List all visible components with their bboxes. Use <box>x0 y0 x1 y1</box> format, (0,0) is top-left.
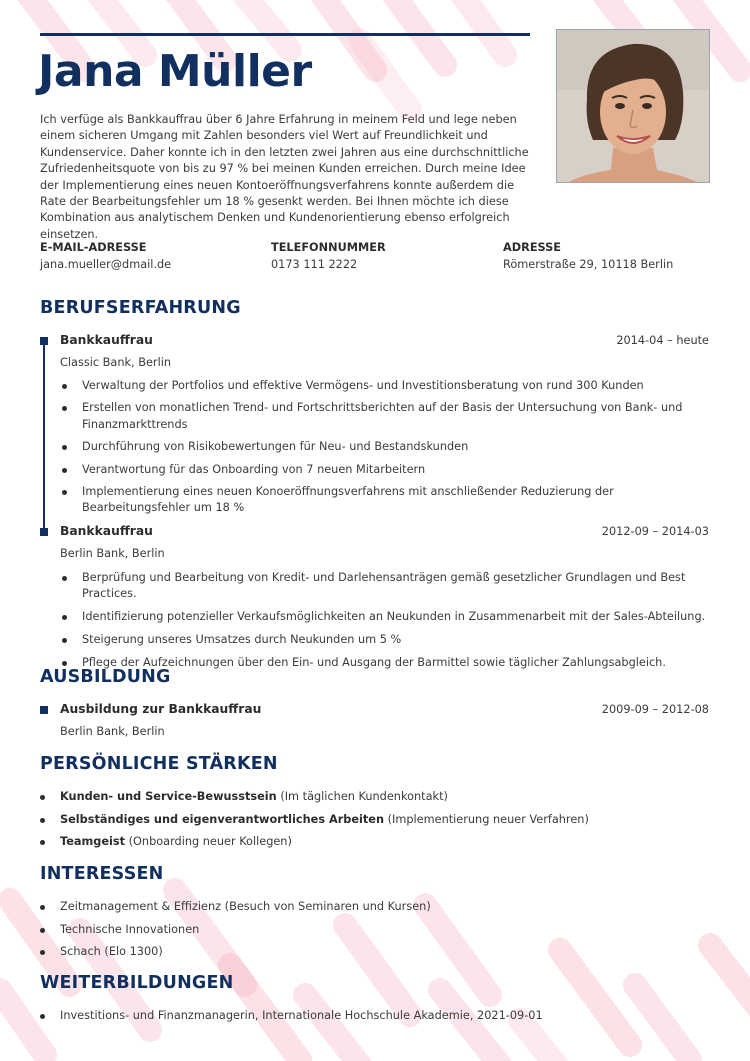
list-item: Implementierung eines neuen Konoeröffnungsverfahrens mit anschließender Reduzierung der Bearbeitungsfehler um 18 % <box>82 484 712 517</box>
interests-list <box>60 899 710 961</box>
header-rule <box>40 33 530 36</box>
list-item: Pflege der Aufzeichnungen über den Ein- und Ausgang der Barmittel sowie täglicher Zahlungsabgleich. <box>82 655 712 671</box>
applicant-name: Jana Müller <box>38 46 312 97</box>
section-title-experience: BERUFSERFAHRUNG <box>40 298 241 318</box>
job-dates: 2012-09 – 2014-03 <box>601 525 709 538</box>
education-dates: 2009-09 – 2012-08 <box>601 703 709 716</box>
email-value: jana.mueller@dmail.de <box>40 258 172 271</box>
section-title-interests: INTERESSEN <box>40 864 164 884</box>
list-item <box>60 789 710 805</box>
address-label: ADRESSE <box>503 241 562 254</box>
job-bullet-list <box>82 570 712 671</box>
section-title-strengths: PERSÖNLICHE STÄRKEN <box>40 754 278 774</box>
education-marker <box>40 706 48 714</box>
job-dates: 2014-04 – heute <box>616 334 709 347</box>
job-bullet-list <box>82 378 712 517</box>
job-title: Bankkauffrau <box>60 524 153 538</box>
address-value: Römerstraße 29, 10118 Berlin <box>503 258 674 271</box>
strength-detail: (Im täglichen Kundenkontakt) <box>280 790 448 803</box>
list-item: Zeitmanagement & Effizienz (Besuch von Seminaren und Kursen) <box>60 899 710 915</box>
contact-address <box>503 241 673 272</box>
training-list <box>60 1008 710 1024</box>
section-title-education: AUSBILDUNG <box>40 667 171 687</box>
contact-phone <box>271 241 386 272</box>
list-item: Verantwortung für das Onboarding von 7 neuen Mitarbeitern <box>82 462 712 478</box>
list-item <box>60 812 710 828</box>
timeline-line <box>43 340 45 536</box>
list-item: Identifizierung potenzieller Verkaufsmöglichkeiten an Neukunden in Zusammenarbeit mit der Sales-Abteilung. <box>82 609 712 625</box>
list-item: Investitions- und Finanzmanagerin, Internationale Hochschule Akademie, 2021-09-01 <box>60 1008 710 1024</box>
section-title-training: WEITERBILDUNGEN <box>40 973 234 993</box>
contact-email <box>40 241 171 272</box>
list-item <box>60 834 710 850</box>
phone-label: TELEFONNUMMER <box>271 241 386 254</box>
strength-name: Selbständiges und eigenverantwortliches Arbeiten <box>60 812 385 826</box>
list-item: Steigerung unseres Umsatzes durch Neukunden um 5 % <box>82 632 712 648</box>
list-item: Erstellen von monatlichen Trend- und Fortschrittsberichten auf der Basis der Untersuchung von Bank- und Finanzmarkttrends <box>82 400 712 433</box>
education-title: Ausbildung zur Bankkauffrau <box>60 702 262 716</box>
list-item: Berprüfung und Bearbeitung von Kredit- und Darlehensanträgen gemäß gesetzlicher Grundlagen und Best Practices. <box>82 570 712 603</box>
profile-photo <box>556 29 710 183</box>
list-item: Durchführung von Risikobewertungen für Neu- und Bestandskunden <box>82 439 712 455</box>
strengths-list <box>60 789 710 851</box>
list-item: Schach (Elo 1300) <box>60 944 710 960</box>
strength-name: Teamgeist <box>60 835 126 849</box>
job-title: Bankkauffrau <box>60 333 153 347</box>
strength-name: Kunden- und Service-Bewusstsein <box>60 790 277 803</box>
timeline-marker <box>40 528 48 536</box>
job-company: Berlin Bank, Berlin <box>60 547 165 560</box>
list-item: Technische Innovationen <box>60 922 710 938</box>
email-label: E-MAIL-ADRESSE <box>40 241 147 254</box>
profile-summary: Ich verfüge als Bankkauffrau über 6 Jahre Erfahrung in meinem Feld und lege neben einem sicheren Umgang mit Zahlen besonders viel Wert auf Freundlichkeit und Kundenservice. Daher konnte ich in den letzten zwei Jahren aus eine durchschnittliche Zufriedenheitsquote von bis zu 97 % bei meinen Kunden erreichen. Durch meine Idee der Implementierung eines neuen Kontoeröffnungsverfahrens konnte außerdem die Rate der Bearbeitungsfehler um 18 % gesenkt werden. Bei Ihnen möchte ich diese Kombination aus analytischem Denken und Kundenorientierung ebenso erfolgreich einsetzen. <box>40 113 529 241</box>
strength-detail: (Implementierung neuer Verfahren) <box>387 812 589 826</box>
phone-value: 0173 111 2222 <box>271 258 358 271</box>
job-company: Classic Bank, Berlin <box>60 356 171 369</box>
education-institution: Berlin Bank, Berlin <box>60 725 165 738</box>
list-item: Verwaltung der Portfolios und effektive Vermögens- und Investitionsberatung von rund 300 Kunden <box>82 378 712 394</box>
timeline-marker <box>40 337 48 345</box>
strength-detail: (Onboarding neuer Kollegen) <box>128 835 292 849</box>
